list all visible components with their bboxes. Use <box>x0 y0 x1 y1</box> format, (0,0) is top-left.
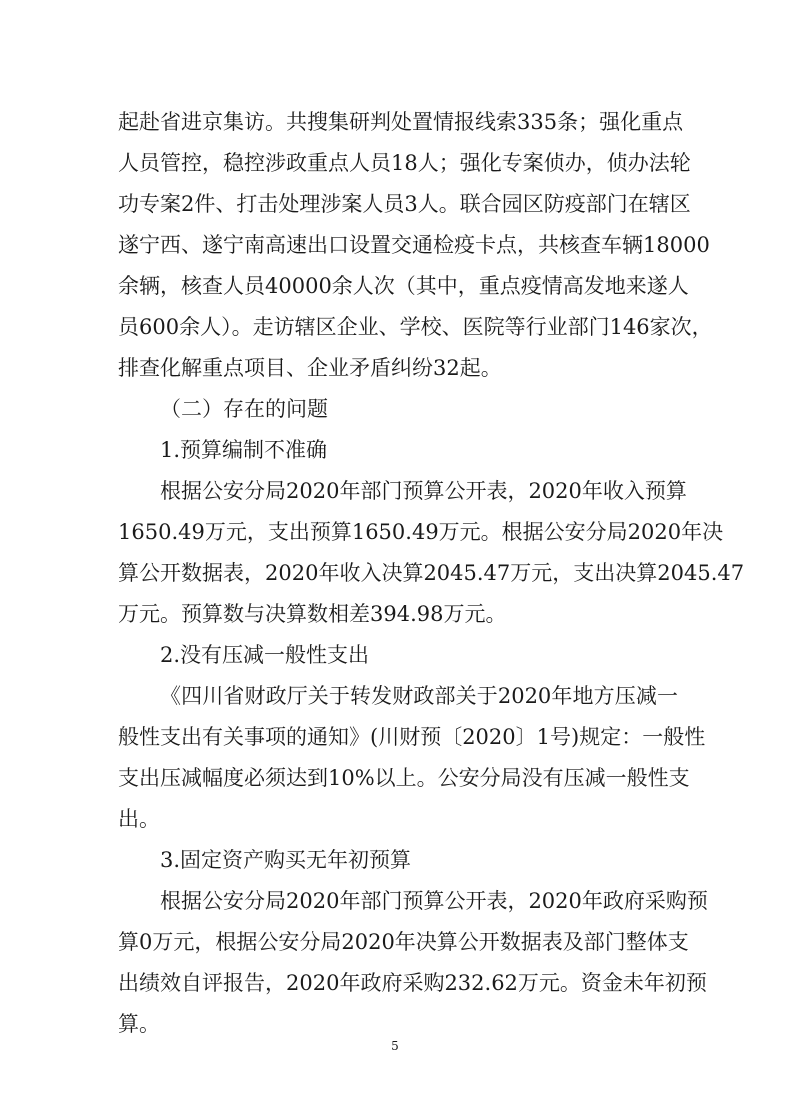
body-text-line: 算公开数据表，2020年收入决算2045.47万元，支出决算2045.47 <box>118 561 745 585</box>
body-text-line: 根据公安分局2020年部门预算公开表，2020年收入预算 <box>160 479 687 503</box>
body-text-line: 万元。预算数与决算数相差394.98万元。 <box>118 602 507 626</box>
section-heading: （二）存在的问题 <box>160 397 328 421</box>
page-number: 5 <box>391 1039 399 1053</box>
body-text-line: 1650.49万元，支出预算1650.49万元。根据公安分局2020年决 <box>118 520 724 544</box>
body-text-line: 人员管控，稳控涉政重点人员18人；强化专案侦办，侦办法轮 <box>118 151 691 175</box>
body-text-line: 员600余人）。走访辖区企业、学校、医院等行业部门146家次， <box>118 315 713 339</box>
body-text-line: 支出压减幅度必须达到10%以上。公安分局没有压减一般性支 <box>118 766 690 790</box>
body-text-line: 遂宁西、遂宁南高速出口设置交通检疫卡点，共核查车辆18000 <box>118 233 710 257</box>
body-text-line: 算。 <box>118 1012 160 1036</box>
body-text-line: 《四川省财政厅关于转发财政部关于2020年地方压减一 <box>160 684 678 708</box>
body-text-line: 起赴省进京集访。共搜集研判处置情报线索335条；强化重点 <box>118 110 684 134</box>
body-text-line: 功专案2件、打击处理涉案人员3人。联合园区防疫部门在辖区 <box>118 192 691 216</box>
body-text-line: 出绩效自评报告，2020年政府采购232.62万元。资金未年初预 <box>118 971 707 995</box>
body-text-line: 余辆，核查人员40000余人次（其中，重点疫情高发地来遂人 <box>118 274 689 298</box>
subsection-heading: 3.固定资产购买无年初预算 <box>160 848 412 872</box>
body-text-line: 根据公安分局2020年部门预算公开表，2020年政府采购预 <box>160 889 708 913</box>
body-text-line: 般性支出有关事项的通知》(川财预〔2020〕1号)规定：一般性 <box>118 725 706 749</box>
subsection-heading: 2.没有压减一般性支出 <box>160 643 370 667</box>
body-text-line: 出。 <box>118 807 160 831</box>
body-text-line: 算0万元，根据公安分局2020年决算公开数据表及部门整体支 <box>118 930 689 954</box>
body-text-line: 排查化解重点项目、企业矛盾纠纷32起。 <box>118 356 502 380</box>
subsection-heading: 1.预算编制不准确 <box>160 438 328 462</box>
